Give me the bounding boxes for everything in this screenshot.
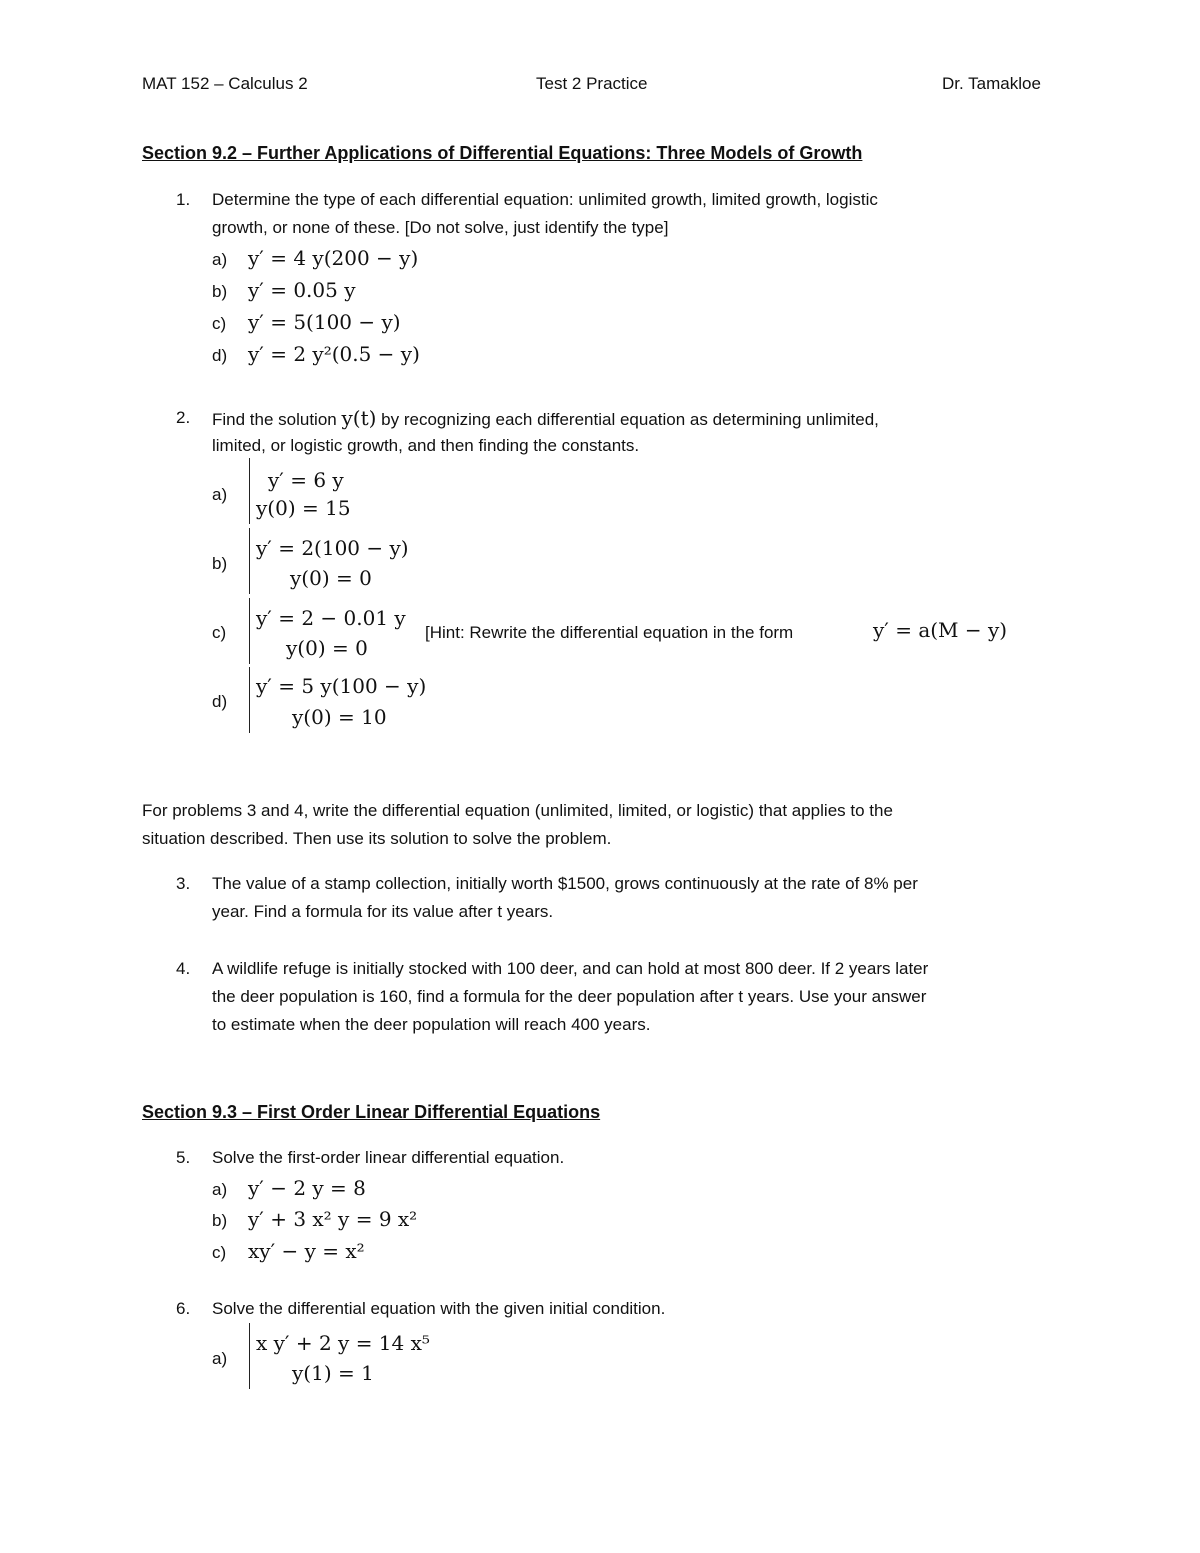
equation: y′ = 2 − 0.01 y — [256, 606, 406, 630]
item-label: a) — [212, 250, 228, 269]
system-brace — [249, 458, 250, 524]
item-label: c) — [212, 314, 227, 333]
initial-condition: y(0) = 10 — [292, 705, 387, 729]
item-label: b) — [212, 554, 228, 573]
initial-condition: y(1) = 1 — [292, 1361, 374, 1385]
equation: y′ = 2 y²(0.5 − y) — [248, 342, 420, 366]
problem-1-number: 1. — [176, 190, 191, 209]
item-label: b) — [212, 1211, 228, 1230]
item-label: a) — [212, 485, 228, 504]
item-label: d) — [212, 692, 228, 711]
problem-3-number: 3. — [176, 874, 191, 893]
document-title: Test 2 Practice — [536, 74, 648, 93]
item-label: a) — [212, 1349, 228, 1368]
problem-3-text-line1: The value of a stamp collection, initially worth $1500, grows continuously at the rate of 8% per — [212, 874, 918, 893]
problem-6-text: Solve the differential equation with the given initial condition. — [212, 1299, 666, 1318]
problem-3-text-line2: year. Find a formula for its value after t years. — [212, 902, 554, 921]
problem-4-text-line1: A wildlife refuge is initially stocked with 100 deer, and can hold at most 800 deer. If 2 years later — [212, 959, 929, 978]
system-brace — [249, 1323, 250, 1389]
problem-2-text-b: by recognizing each differential equation as determining unlimited, — [381, 410, 879, 429]
initial-condition: y(0) = 0 — [286, 636, 368, 660]
initial-condition: y(0) = 0 — [290, 566, 372, 590]
hint-equation: y′ = a(M − y) — [873, 618, 1008, 642]
item-label: c) — [212, 1243, 227, 1262]
problems-3-4-intro-line1: For problems 3 and 4, write the differential equation (unlimited, limited, or logistic) that applies to the — [142, 801, 893, 820]
equation: y′ = 2(100 − y) — [256, 536, 409, 560]
problem-5-number: 5. — [176, 1148, 191, 1167]
equation: y′ = 4 y(200 − y) — [248, 246, 419, 270]
equation: y′ = 0.05 y — [248, 278, 356, 302]
problem-2-number: 2. — [176, 408, 191, 427]
problem-4-number: 4. — [176, 959, 191, 978]
equation: y′ = 5 y(100 − y) — [256, 674, 427, 698]
item-label: a) — [212, 1180, 228, 1199]
equation: xy′ − y = x² — [248, 1239, 365, 1263]
item-label: c) — [212, 623, 227, 642]
problem-1-text-line1: Determine the type of each differential equation: unlimited growth, limited growth, logistic — [212, 190, 878, 209]
system-brace — [249, 667, 250, 733]
problems-3-4-intro-line2: situation described. Then use its solution to solve the problem. — [142, 829, 612, 848]
section-heading-9-2: Section 9.2 – Further Applications of Differential Equations: Three Models of Growth — [142, 143, 863, 163]
instructor-name: Dr. Tamakloe — [942, 74, 1041, 93]
problem-4-text-line3: to estimate when the deer population will reach 400 years. — [212, 1015, 651, 1034]
item-label: d) — [212, 346, 228, 365]
hint-text: [Hint: Rewrite the differential equation in the form — [425, 623, 794, 642]
equation: x y′ + 2 y = 14 x⁵ — [256, 1331, 430, 1355]
equation: y′ = 6 y — [268, 468, 344, 492]
system-brace — [249, 598, 250, 664]
item-label: b) — [212, 282, 228, 301]
section-heading-9-3: Section 9.3 – First Order Linear Differential Equations — [142, 1102, 601, 1122]
problem-2-text-a: Find the solution — [212, 410, 337, 429]
problem-5-text: Solve the first-order linear differential equation. — [212, 1148, 565, 1167]
equation: y′ = 5(100 − y) — [248, 310, 401, 334]
problem-1-text-line2: growth, or none of these. [Do not solve, just identify the type] — [212, 218, 669, 237]
problem-2-text-line1 — [212, 404, 879, 434]
system-brace — [249, 528, 250, 594]
problem-2-text-line2: limited, or logistic growth, and then finding the constants. — [212, 436, 640, 455]
function-y-of-t: y(t) — [341, 406, 377, 430]
equation: y′ − 2 y = 8 — [248, 1176, 366, 1200]
problem-4-text-line2: the deer population is 160, find a formula for the deer population after t years. Use your answer — [212, 987, 927, 1006]
initial-condition: y(0) = 15 — [256, 496, 351, 520]
course-title: MAT 152 – Calculus 2 — [142, 74, 308, 93]
equation: y′ + 3 x² y = 9 x² — [248, 1207, 418, 1231]
problem-6-number: 6. — [176, 1299, 191, 1318]
